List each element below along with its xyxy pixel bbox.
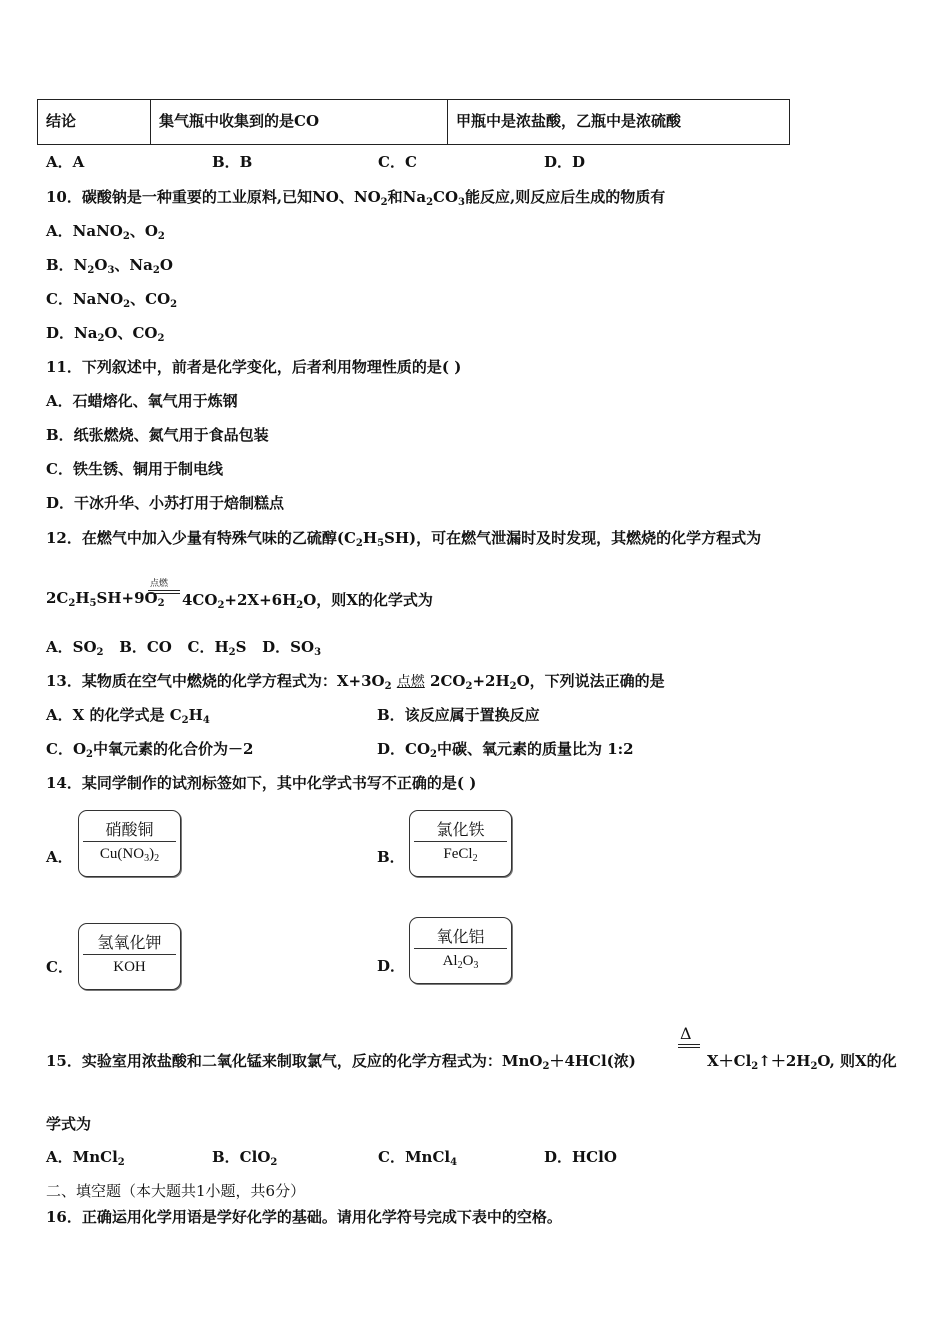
conclusion-table-row bbox=[37, 99, 790, 145]
q15-stem: 15．实验室用浓盐酸和二氧化锰来制取氯气，反应的化学方程式为：MnO$_2$＋4HCl(浓) bbox=[46, 1052, 636, 1072]
label-name: 硝酸铜 bbox=[105, 820, 154, 839]
reagent-label-d[interactable] bbox=[409, 917, 512, 984]
q15-option-b[interactable]: B．ClO$_2$ bbox=[212, 1148, 278, 1168]
q9-options bbox=[46, 151, 710, 172]
q11-option-c[interactable]: C．铁生锈、铜用于制电线 bbox=[46, 460, 223, 478]
q11-stem: 11．下列叙述中，前者是化学变化，后者利用物理性质的是( ) bbox=[46, 358, 462, 376]
q14-option-b-key[interactable]: B． bbox=[377, 848, 405, 866]
q14-option-d-key[interactable]: D． bbox=[377, 957, 406, 975]
q15-stem-right: $X+Cl_2↑+2H_2O$, 则X的化 bbox=[707, 1052, 897, 1072]
q14-option-c-key[interactable]: C． bbox=[46, 958, 73, 976]
reagent-label-a[interactable] bbox=[78, 810, 181, 877]
section-heading: 二、填空题（本大题共1小题，共6分） bbox=[46, 1182, 306, 1200]
label-formula: $Cu(NO_3)_2$ bbox=[99, 846, 160, 864]
q12-option-b[interactable]: B．CO bbox=[119, 638, 172, 656]
q16-stem: 16．正确运用化学用语是学好化学的基础。请用化学符号完成下表中的空格。 bbox=[46, 1208, 562, 1226]
q10-option-c[interactable]: C．NaNO$_2$、$CO_2$ bbox=[46, 290, 178, 310]
q15-option-d[interactable]: D．HClO bbox=[544, 1148, 617, 1166]
table-cell-2: 集气瓶中收集到的是CO bbox=[151, 100, 448, 144]
q15-option-c[interactable]: C．MnCl$_4$ bbox=[378, 1148, 458, 1168]
q12-option-c[interactable]: C．$H_2S$ bbox=[187, 638, 247, 658]
label-name: 氯化铁 bbox=[436, 820, 485, 839]
q10-option-b[interactable]: B．$N_2O_3$、$Na_2O$ bbox=[46, 256, 173, 276]
q13-option-c[interactable]: C．$O_2$中氧元素的化合价为－2 bbox=[46, 740, 254, 760]
q11-option-d[interactable]: D．干冰升华、小苏打用于焙制糕点 bbox=[46, 494, 285, 512]
table-cell-label: 结论 bbox=[38, 100, 151, 144]
q14-stem: 14．某同学制作的试剂标签如下，其中化学式书写不正确的是( ) bbox=[46, 774, 477, 792]
q13-option-d[interactable]: D．$CO_2$中碳、氧元素的质量比为 1:2 bbox=[377, 740, 634, 760]
label-formula: FeCl$_2$ bbox=[443, 846, 478, 864]
q12-stem: 12．在燃气中加入少量有特殊气味的乙硫醇$(C_2H_5SH)$，可在燃气泄漏时及时发现，其燃烧的化学方程式为 bbox=[46, 529, 762, 549]
q12-reaction-condition: 点燃 bbox=[150, 579, 169, 589]
label-formula: KOH bbox=[113, 959, 146, 975]
q12-options bbox=[46, 636, 321, 657]
label-name: 氧化铝 bbox=[436, 927, 485, 946]
option-c[interactable]: C．C bbox=[378, 153, 417, 171]
option-a[interactable]: A．A bbox=[46, 153, 85, 171]
q10-stem: 10．碳酸钠是一种重要的工业原料,已知NO、$NO_2$和$Na_2CO_3$能反应,则反应后生成的物质有 bbox=[46, 188, 666, 208]
q14-option-a-key[interactable]: A． bbox=[46, 848, 73, 866]
q12-option-a[interactable]: A．$SO_2$ bbox=[46, 638, 104, 658]
option-b[interactable]: B．B bbox=[212, 153, 253, 171]
q15-options bbox=[46, 1146, 710, 1167]
q15-equals-sign bbox=[678, 1044, 700, 1048]
reagent-label-b[interactable] bbox=[409, 810, 512, 877]
label-formula: $Al_2O_3$ bbox=[442, 953, 479, 971]
q13-stem: 13．某物质在空气中燃烧的化学方程式为：$X+3O_2$ 点燃 $2CO_2+2H_2O$，下列说法正确的是 bbox=[46, 672, 665, 692]
q10-option-a[interactable]: A．NaNO$_2$、$O_2$ bbox=[46, 222, 165, 242]
q12-equals-sign bbox=[148, 590, 180, 594]
q10-option-d[interactable]: D．$Na_2O$、$CO_2$ bbox=[46, 324, 165, 344]
q15-stem-continued: 学式为 bbox=[46, 1115, 92, 1133]
q13-option-b[interactable]: B．该反应属于置换反应 bbox=[377, 706, 540, 724]
option-d[interactable]: D．D bbox=[544, 153, 586, 171]
table-cell-3: 甲瓶中是浓盐酸，乙瓶中是浓硫酸 bbox=[456, 112, 682, 130]
q12-option-d[interactable]: D．$SO_3$ bbox=[262, 638, 322, 658]
q11-option-b[interactable]: B．纸张燃烧、氮气用于食品包装 bbox=[46, 426, 269, 444]
q15-option-a[interactable]: A．MnCl$_2$ bbox=[46, 1148, 125, 1168]
label-name: 氢氧化钾 bbox=[97, 933, 162, 952]
q12-equation-left: $2C_2H_5SH+9O_2$ bbox=[46, 589, 165, 609]
q15-heat-symbol: Δ bbox=[680, 1024, 692, 1043]
q12-equation-right: $4CO_2+2X+6H_2O$，则X的化学式为 bbox=[182, 591, 433, 611]
q11-option-a[interactable]: A．石蜡熔化、氧气用于炼钢 bbox=[46, 392, 238, 410]
reagent-label-c[interactable] bbox=[78, 923, 181, 990]
q13-option-a[interactable]: A．X 的化学式是 $C_2H_4$ bbox=[46, 706, 210, 726]
